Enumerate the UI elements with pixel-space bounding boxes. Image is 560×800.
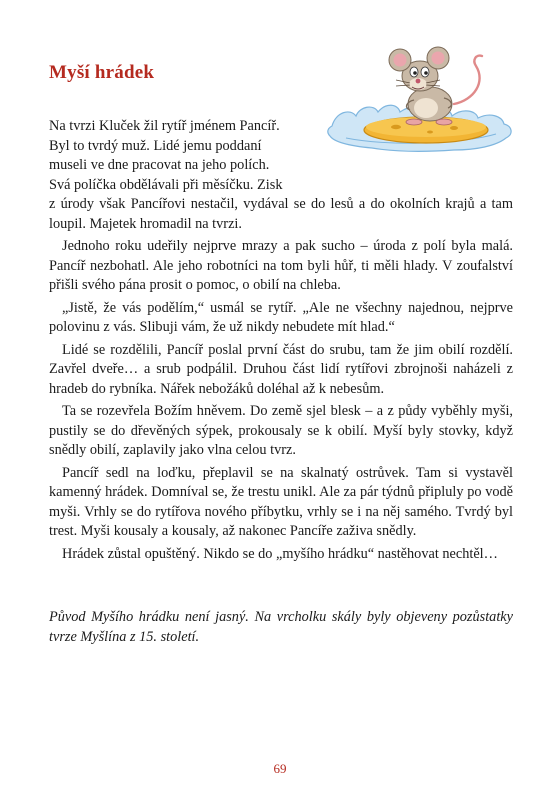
story-intro-line: Na tvrzi Kluček žil rytíř jménem Pancíř. (49, 118, 280, 134)
mouse-ear-left-inner (394, 54, 407, 67)
mouse-nose (416, 79, 421, 84)
mouse-belly (414, 98, 438, 118)
story-intro-line: Byl to tvrdý muž. Lidé jemu poddaní (49, 137, 262, 154)
story-intro (49, 117, 316, 195)
story-paragraph: Lidé se rozdělili, Pancíř poslal první část do srubu, tam že jim obilí rozdělí. Zavřel dveře… a srub podpálil. Druhou část lidí rytířovi zbrojnoši naházeli z hradeb do rybníka. Nářek nebožáků doléhal až k nebesům. (49, 341, 513, 397)
mouse-pupil (413, 71, 417, 75)
mouse-ear-right-inner (432, 52, 445, 65)
story-intro-line: museli ve dne pracovat na jeho polích. (49, 157, 270, 173)
story-paragraph: Ta se rozevřela Božím hněvem. Do země sjel blesk – a z půdy vyběhly myši, pustily se do dřevěných sýpek, prokousaly se k obilí. Myší byly stovky, když snědly obilí, zaplavily jako vlna celou tvrz. (49, 403, 513, 458)
page-number: 69 (273, 761, 287, 776)
story-paragraph: Jednoho roku udeřily nejprve mrazy a pak sucho – úroda z polí byla malá. Pancíř nezbohatl. Ale jeho robotníci na tom byli hůř, ti měli hlady. V zoufalství přišli svého pána prosit o pomoc, o obilí na chleba. (49, 238, 513, 293)
story-paragraph: „Jistě, že vás podělím,“ usmál se rytíř. „Ale ne všechny najednou, nejprve polovinu z vás. Slibuji vám, že už nikdy nebudete mít hlad.“ (49, 299, 513, 335)
page-title: Myší hrádek (49, 62, 155, 83)
story-text (49, 117, 513, 567)
mouse-tail (454, 56, 482, 104)
story-paragraph: z úrody však Pancířovi nestačil, vydával se do lesů a do okolních krajů a tam loupil. Majetek hromadil na tvrzi. (49, 196, 513, 232)
story-paragraph: Pancíř sedl na loďku, přeplavil se na skalnatý ostrůvek. Tam si vystavěl kamenný hrádek. Domníval se, že trestu unikl. Ale za pár týdnů připluly po vodě myši. Vrhly se do rytířova nového příbytku, vrhly se i na něj samého. Tvrdý byl trest. Myši kousaly a kousaly, až nakonec Pancíře zaživa snědly. (49, 464, 513, 539)
mouse-pupil (424, 71, 428, 75)
story-intro-line: Svá políčka obdělávali při měsíčku. Zisk (49, 176, 283, 193)
story-paragraph: Hrádek zůstal opuštěný. Nikdo se do „myšího hrádku“ nastěhovat nechtěl… (62, 545, 498, 562)
historical-note: Původ Myšího hrádku není jasný. Na vrcholku skály byly objeveny pozůstatky tvrze Myšlína z 15. století. (49, 609, 513, 645)
